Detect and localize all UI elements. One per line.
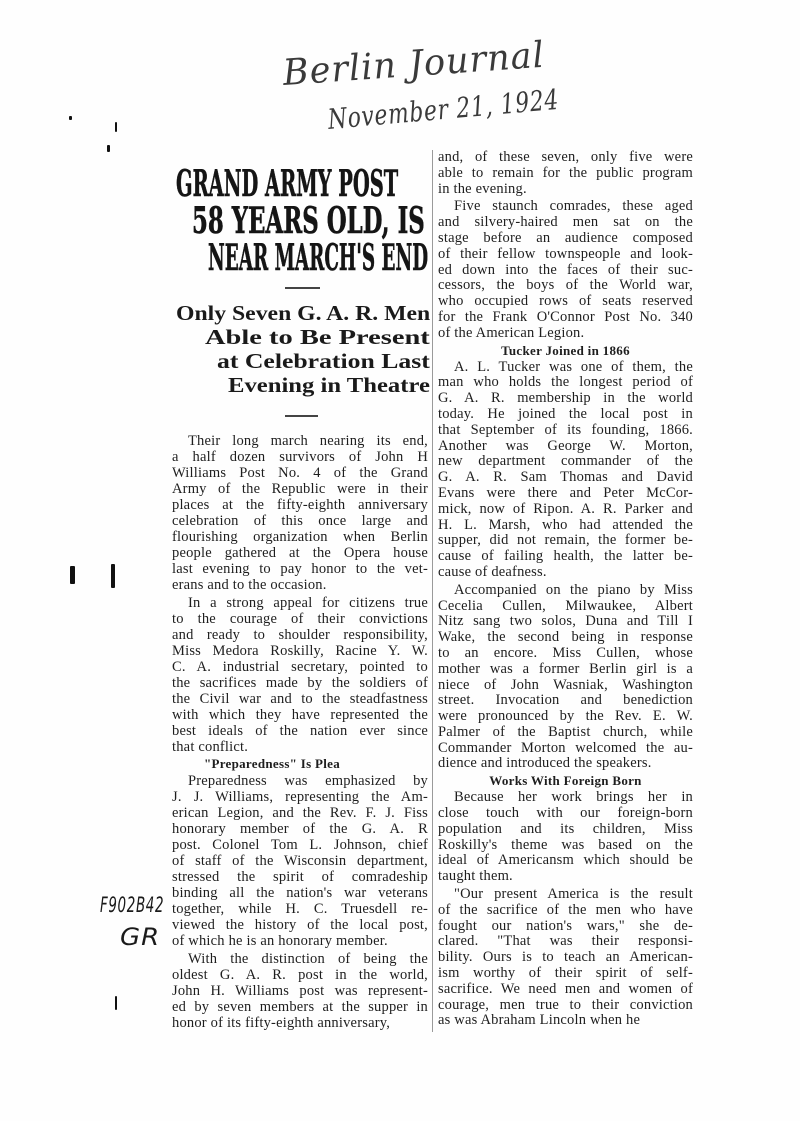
text-line: fought our nation's wars," she de- bbox=[438, 918, 693, 934]
text-line: erican Legion, and the Rev. F. J. Fiss bbox=[172, 805, 428, 821]
text-line: Army of the Republic were in their bbox=[172, 481, 428, 497]
text-line: "Our present America is the result bbox=[454, 887, 693, 903]
text-line: in the evening. bbox=[438, 181, 527, 197]
text-line: places at the fifty-eighth anniversary bbox=[172, 497, 428, 513]
text-line: of which he is an honorary member. bbox=[172, 933, 388, 949]
deck-text: Evening in Theatre bbox=[228, 373, 430, 397]
text-line: niece of John Wasniak, Washington bbox=[438, 677, 693, 693]
text-line: honor of its fifty-eighth anniversary, bbox=[172, 1015, 391, 1031]
margin-initials bbox=[120, 923, 160, 951]
text-line: sacrifice. We need men and women of bbox=[438, 981, 693, 997]
text-line: able to remain for the public program bbox=[438, 165, 693, 181]
column-rule bbox=[432, 150, 433, 1032]
text-line: Preparedness was emphasized by bbox=[188, 773, 428, 789]
headline-line bbox=[208, 237, 429, 279]
text-line: ed by seven members at the supper in bbox=[172, 999, 428, 1015]
section-subhead: "Preparedness" Is Plea bbox=[203, 756, 341, 771]
text-line: to an encore. Miss Cullen, whose bbox=[438, 645, 693, 661]
deck-text: at Celebration Last bbox=[217, 349, 430, 373]
text-line: the sacrifices made by the soldiers of bbox=[172, 675, 428, 691]
headline-text: 58 YEARS OLD, IS bbox=[192, 200, 425, 242]
text-line: ed down into the faces of their suc- bbox=[438, 262, 693, 278]
section-subhead: Works With Foreign Born bbox=[489, 773, 642, 789]
text-line: cause of deafness. bbox=[438, 564, 547, 580]
text-line: cessors, the boys of the World war, bbox=[438, 278, 693, 294]
deck-line bbox=[176, 301, 430, 325]
deck-line bbox=[228, 373, 430, 397]
deck-text: Only Seven G. A. R. Men bbox=[176, 301, 431, 325]
text-line: Commander Morton welcomed the au- bbox=[438, 740, 693, 756]
text-line: oldest G. A. R. post in the world, bbox=[172, 967, 428, 983]
text-line: Because her work brings her in bbox=[454, 790, 693, 806]
article-column-right bbox=[438, 150, 693, 1029]
paragraph bbox=[172, 951, 428, 1031]
text-line: population and its children, Miss bbox=[438, 821, 693, 837]
text-line: as was Abraham Lincoln when he bbox=[438, 1013, 641, 1029]
text-line: G. A. R. Sam Thomas and David bbox=[438, 470, 693, 486]
paragraph bbox=[172, 773, 428, 949]
text-line: Five staunch comrades, these aged bbox=[454, 199, 693, 215]
text-line: mick, now of Ripon. A. R. Parker and bbox=[438, 501, 693, 517]
text-line: Miss Medora Roskilly, Racine Y. W. bbox=[172, 643, 428, 659]
text-line: Accompanied on the piano by Miss bbox=[454, 582, 693, 598]
paragraph bbox=[438, 790, 693, 885]
text-line: last evening to pay honor to the vet- bbox=[172, 561, 428, 577]
text-line: of staff of the Wisconsin department, bbox=[172, 853, 428, 869]
text-line: Another was George W. Morton, bbox=[438, 438, 693, 454]
text-line: A. L. Tucker was one of them, the bbox=[454, 359, 693, 375]
headline-line bbox=[192, 200, 425, 242]
text-line: today. He joined the local post in bbox=[438, 406, 693, 422]
text-line: of the American Legion. bbox=[438, 325, 585, 341]
text-line: erans and to the occasion. bbox=[172, 577, 327, 593]
text-line: Nitz sang two solos, Duna and Till I bbox=[438, 614, 693, 630]
text-line: clared. "That was their responsi- bbox=[438, 934, 693, 950]
text-line: ism worthy of their spirit of self- bbox=[438, 966, 693, 982]
text-line: binding all the nation's war veterans bbox=[172, 885, 428, 901]
continued-paragraph bbox=[438, 150, 693, 197]
paragraph bbox=[172, 595, 428, 755]
headline-text: NEAR MARCH'S END bbox=[208, 237, 429, 279]
text-line: together, while H. C. Truesdell re- bbox=[172, 901, 428, 917]
paragraph bbox=[172, 433, 428, 593]
text-line: people gathered at the Opera house bbox=[172, 545, 428, 561]
text-line: John H. Williams post was represent- bbox=[172, 983, 428, 999]
text-line: that conflict. bbox=[172, 739, 249, 755]
text-line: the Civil war and to the steadfastness bbox=[172, 691, 428, 707]
margin-catalog-code-text: F902B42 bbox=[100, 893, 165, 917]
text-line: close touch with our foreign-born bbox=[438, 806, 693, 822]
text-line: of the sacrifice of the men who have bbox=[438, 902, 693, 918]
deck-line bbox=[217, 349, 430, 373]
deck-divider bbox=[285, 415, 318, 417]
text-line: and silvery-haired men sat on the bbox=[438, 215, 693, 231]
text-line: Wake, the second being in response bbox=[438, 630, 693, 646]
text-line: Williams Post No. 4 of the Grand bbox=[172, 465, 428, 481]
text-line: supper, did not remain, the former be- bbox=[438, 533, 693, 549]
text-line: bility. Ours is to teach an American- bbox=[438, 950, 693, 966]
text-line: street. Invocation and benediction bbox=[438, 693, 693, 709]
text-line: of their fellow townspeople and look- bbox=[438, 246, 693, 262]
text-line: With the distinction of being the bbox=[188, 951, 428, 967]
headline-divider bbox=[285, 287, 320, 289]
text-line: with which they have represented the bbox=[172, 707, 428, 723]
text-line: for the Frank O'Connor Post No. 340 bbox=[438, 309, 693, 325]
scan-mark bbox=[115, 122, 117, 132]
text-line: flourishing organization when Berlin bbox=[172, 529, 428, 545]
scan-mark bbox=[107, 145, 110, 152]
article-column-left bbox=[172, 433, 428, 1031]
text-line: Palmer of the Baptist church, while bbox=[438, 724, 693, 740]
paragraph bbox=[438, 887, 693, 1029]
headline-text: GRAND ARMY POST bbox=[176, 163, 399, 205]
margin-catalog-code bbox=[100, 891, 164, 919]
handwritten-source-text: Berlin Journal bbox=[281, 34, 547, 94]
scan-mark bbox=[115, 996, 117, 1010]
text-line: courage, men true to their conviction bbox=[438, 997, 693, 1013]
text-line: were pronounced by the Rev. E. W. bbox=[438, 709, 693, 725]
text-line: cause of failing health, the latter be- bbox=[438, 549, 693, 565]
scan-mark bbox=[69, 116, 72, 120]
text-line: that September of its founding, 1866. bbox=[438, 422, 693, 438]
paragraph bbox=[438, 583, 693, 773]
text-line: G. A. R. membership in the world bbox=[438, 391, 693, 407]
text-line: best ideals of the nation ever since bbox=[172, 723, 428, 739]
text-line: mother was a former Berlin girl is a bbox=[438, 661, 693, 677]
deck-line bbox=[205, 325, 430, 349]
scan-mark bbox=[111, 564, 115, 588]
headline-line bbox=[176, 163, 399, 205]
text-line: C. A. industrial secretary, pointed to bbox=[172, 659, 428, 675]
handwritten-date-text: November 21, 1924 bbox=[326, 82, 561, 136]
section-subhead: Tucker Joined in 1866 bbox=[501, 342, 630, 358]
text-line: stressed the spirit of comradeship bbox=[172, 869, 428, 885]
text-line: and, of these seven, only five were bbox=[438, 150, 693, 165]
text-line: Roskilly's theme was based on the bbox=[438, 837, 693, 853]
text-line: Their long march nearing its end, bbox=[188, 433, 428, 449]
text-line: who occupied rows of seats reserved bbox=[438, 294, 693, 310]
text-line: a half dozen survivors of John H bbox=[172, 449, 428, 465]
text-line: to the courage of their convictions bbox=[172, 611, 428, 627]
text-line: celebration of this once large and bbox=[172, 513, 428, 529]
text-line: In a strong appeal for citizens true bbox=[188, 595, 428, 611]
text-line: taught them. bbox=[438, 869, 513, 885]
paragraph bbox=[438, 199, 693, 341]
text-line: Evans were there and Peter McCor- bbox=[438, 485, 693, 501]
margin-initials-text: GR bbox=[120, 923, 161, 951]
text-line: stage before an audience composed bbox=[438, 230, 693, 246]
text-line: Cecelia Cullen, Milwaukee, Albert bbox=[438, 598, 693, 614]
scan-mark bbox=[70, 566, 75, 584]
text-line: post. Colonel Tom L. Johnson, chief bbox=[172, 837, 428, 853]
text-line: J. J. Williams, representing the Am- bbox=[172, 789, 428, 805]
deck-text: Able to Be Present bbox=[205, 325, 430, 349]
text-line: ideal of Americansm which should be bbox=[438, 853, 693, 869]
text-line: dience and introduced the speakers. bbox=[438, 756, 652, 772]
text-line: honorary member of the G. A. R bbox=[172, 821, 428, 837]
paragraph bbox=[438, 360, 693, 581]
text-line: and ready to shoulder responsibility, bbox=[172, 627, 428, 643]
text-line: H. L. Marsh, who had attended the bbox=[438, 517, 693, 533]
text-line: man who holds the longest period of bbox=[438, 375, 693, 391]
text-line: new department commander of the bbox=[438, 454, 693, 470]
text-line: viewed the history of the local post, bbox=[172, 917, 428, 933]
